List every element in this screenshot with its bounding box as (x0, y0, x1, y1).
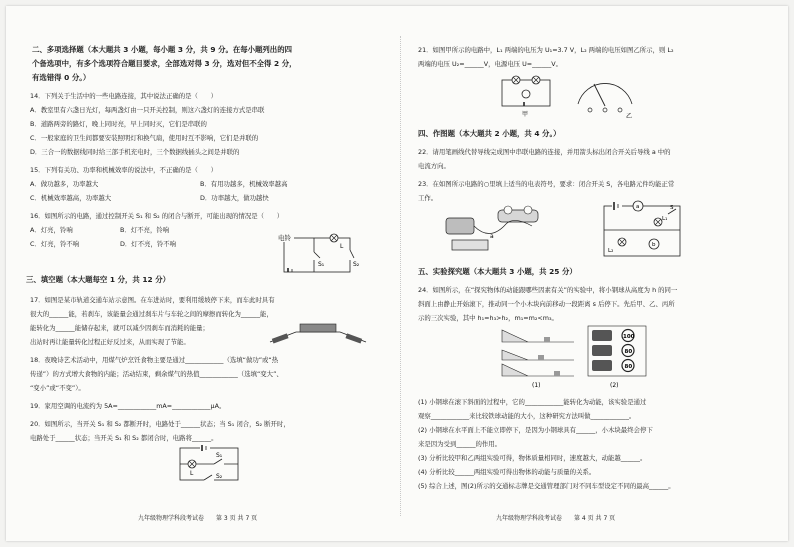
q24-sub-1-line-2: 观察____________来比较铁球动能的大小，这种研究方法叫做____________。 (418, 412, 636, 420)
question-23-line-2: 工作。 (418, 194, 438, 202)
lamp-label: L (340, 243, 344, 250)
sign-bus-icon (592, 345, 612, 356)
page-3-footer: 九年级物理学科段考试卷 第 3 页 共 7 页 (138, 515, 258, 522)
section-4-title: 四、作图题（本大题共 2 小题，共 4 分。） (418, 129, 561, 138)
q16-option-d: D．灯不亮，铃不响 (120, 240, 177, 248)
q24-sub-2: (2) 小钢球在水平面上不能立即停下，是因为小钢球具有______，小木块最终会停下 (418, 426, 653, 434)
question-21: 21．如图甲所示的电路中，L₁ 两端的电压为 U₁=3.7 V，L₂ 两端的电压如图乙所示，则 L₂ (418, 46, 674, 54)
question-20-line-2: 电路处于______状态；当开关 S₁ 和 S₂ 都闭合时，电路将______。 (30, 434, 218, 442)
q23-circuit-diagram (598, 200, 686, 262)
q15-option-a: A．做功越多，功率越大 (30, 180, 99, 188)
switch-s-label: S (670, 205, 674, 211)
question-22-line-2: 电流方向。 (418, 162, 450, 170)
q22-physical-components (440, 202, 550, 256)
q24-sub-4: (4) 分析比较______两组实验可得出物体的动能与质量的关系。 (418, 468, 596, 476)
q24-sub-1: (1) 小钢球在滚下斜面的过程中，它的____________能转化为动能，该实验是通过 (418, 398, 647, 406)
switch-component (452, 240, 488, 250)
speed-100-label: 100 (623, 334, 635, 340)
meter-b-label: b (652, 242, 656, 248)
question-18-line-3: “变小”或“不变”）。 (30, 384, 85, 392)
question-22: 22．请用笔画线代替导线完成图中串联电路的连接，并用箭头标出闭合开关后导线 a 中的 (418, 148, 671, 156)
figure-1-label: (1) (532, 382, 541, 389)
q16-option-a: A．灯亮，铃响 (30, 226, 73, 234)
ramp-bing (502, 364, 574, 376)
lamp-l2-label: L₂ (608, 248, 614, 254)
q16-option-c: C．灯亮，铃不响 (30, 240, 80, 248)
wire-a-label: a (490, 233, 494, 240)
question-16: 16．如图所示的电路，通过控制开关 S₁ 和 S₂ 的闭合与断开，可能出现的情况是（ ） (30, 212, 284, 220)
question-21-line-2: 两端的电压 U₂=______V，电源电压 U=______V。 (418, 60, 563, 68)
q14-option-c: C．一般家庭的卫生间都要安装照明灯和换气扇，使用时互不影响，它们是并联的 (30, 134, 259, 142)
q15-option-c: C．机械效率越高，功率越大 (30, 194, 112, 202)
speed-80-b-label: 80 (624, 364, 633, 370)
q24-speed-signs (586, 324, 648, 388)
page-3-column (10, 6, 393, 541)
figure-2-label: (2) (610, 382, 619, 389)
question-17: 17．如图是某市轨道交通车站示意图。在车进站时，要利用缓坡停下来，而车此时具有 (30, 296, 275, 304)
question-17-line-2: 很大的______能，若刹车，该能量会通过刹车片与车轮之间的摩擦而转化为______能， (30, 310, 273, 318)
question-17-line-3: 能转化为______能储存起来，就可以减少因刹车而消耗的能量； (30, 324, 209, 332)
q21-voltmeter-yi (570, 76, 640, 118)
q20-circuit-diagram (176, 442, 244, 484)
q24-sub-2-line-2: 来是因为受到______的作用。 (418, 440, 502, 448)
question-24-line-3: 示的三次实验，其中 h₁=h₃>h₂，m₁=m₂<m₃。 (418, 314, 558, 322)
section-3-title: 三、填空题（本大题每空 1 分，共 12 分） (26, 275, 170, 284)
switch-s1-label: S₁ (216, 452, 223, 459)
station-platform (300, 324, 336, 332)
question-20: 20．如图所示，当开关 S₁ 和 S₂ 都断开时，电路处于______状态；当 S₁ 闭合，S₂ 断开时， (30, 420, 290, 428)
exam-sheet (6, 6, 788, 541)
bell-label: 电铃 (278, 234, 291, 242)
question-24-line-2: 斜面上由静止开始滚下，推动同一个小木块向前移动一段距离 s 后停下。先后甲、乙、丙所 (418, 300, 675, 308)
column-divider (400, 36, 401, 516)
question-17-line-4: 出站时再让能量转化过程正好反过来，从而实现了节能。 (30, 338, 190, 346)
meter-a-label: a (636, 204, 640, 210)
question-19: 19．家用空调的电流约为 5A=____________mA=____________μA。 (30, 402, 226, 410)
figure-jia-label: 甲 (522, 111, 529, 118)
question-15: 15．下列有关功、功率和机械效率的说法中，不正确的是（ ） (30, 166, 218, 174)
q24-sub-3: (3) 分析比较甲和乙两组实验可得，物体质量相同时，速度越大，动能越______。 (418, 454, 647, 462)
section-5-title: 五、实验探究题（本大题共 3 小题，共 25 分） (418, 267, 577, 276)
sign-truck-icon (592, 360, 612, 371)
section-2-title: 二、多项选择题（本大题共 3 小题，每小题 3 分，共 9 分。在每小题列出的四 (32, 45, 292, 54)
page-4-footer: 九年级物理学科段考试卷 第 4 页 共 7 页 (496, 515, 616, 522)
q14-option-b: B．道路两旁的路灯，晚上同时亮，早上同时灭，它们是串联的 (30, 120, 207, 128)
lamp-label: L (190, 470, 194, 477)
q16-circuit-diagram (278, 228, 358, 276)
question-18: 18．夜晚诗艺术活动中，用煤气炉烹饪食物主要是通过____________（选填“做功”或“热 (30, 356, 279, 364)
lamp-l1-label: L₁ (662, 216, 668, 222)
speed-80-a-label: 80 (624, 349, 633, 355)
question-18-line-2: 传递”）的方式增大食物的内能；活动结束，剩余煤气的热值____________（选填“变大”、 (30, 370, 283, 378)
question-14: 14．下列关于生活中的一些电路连接，其中说法正确的是（ ） (30, 92, 218, 100)
battery-box (446, 218, 474, 234)
q14-option-a: A．教室里有六盏日光灯，每两盏灯由一只开关控制，则这六盏灯的连接方式是串联 (30, 106, 265, 114)
train-car-left (272, 333, 289, 343)
section-2-title-cont: 个备选项中，有多个选项符合题目要求，全部选对得 3 分，选对但不全得 2 分， (32, 59, 297, 68)
section-2-title-end: 有选错得 0 分。） (32, 73, 91, 82)
ramp-jia (502, 330, 574, 342)
train-car-right (345, 333, 362, 343)
q24-ramp-figure (498, 324, 578, 388)
question-23: 23．在如图所示电路的○里填上适当的电表符号，要求：闭合开关 S，各电路元件均能正常 (418, 180, 675, 188)
question-24: 24．如图所示，在“探究物体的动能跟哪些因素有关”的实验中，将小钢球从高度为 h 的同一 (418, 286, 678, 294)
q16-option-b: B．灯不亮，铃响 (120, 226, 170, 234)
station-figure (268, 320, 368, 346)
q15-option-d: D．功率越大，做功越快 (200, 194, 269, 202)
q24-sub-5: (5) 综合上述，图(2)所示的交通标志牌是交通管理部门对不同车型设定不同的最高______。 (418, 482, 675, 490)
lamp-holders (498, 210, 538, 222)
page-4-column (410, 6, 786, 541)
switch-s2-label: S₂ (353, 261, 360, 268)
q21-circuit-jia (498, 74, 558, 116)
switch-s2-label: S₂ (216, 473, 223, 480)
ramp-yi (502, 350, 574, 360)
switch-s1-label: S₁ (318, 261, 325, 268)
figure-yi-label: 乙 (626, 113, 633, 120)
voltmeter-needle (594, 84, 605, 106)
sign-car-icon (592, 330, 612, 341)
q15-option-b: B．有用功越多，机械效率越高 (200, 180, 288, 188)
q14-option-d: D．三合一的数据线同时给三部手机充电时，三个数据线插头之间是并联的 (30, 148, 240, 156)
voltmeter-symbol (522, 90, 530, 98)
